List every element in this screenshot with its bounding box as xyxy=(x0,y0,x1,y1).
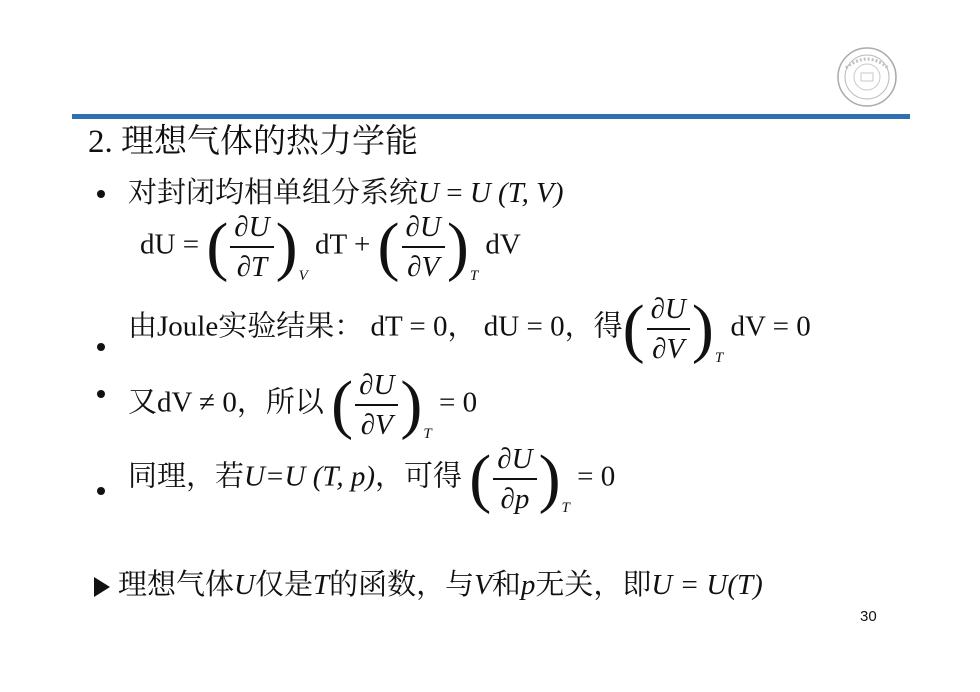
dT-zero: dT = 0， xyxy=(370,310,484,343)
args-T-V: (T, V) xyxy=(490,177,564,209)
dV-zero: dV = 0 xyxy=(723,310,811,343)
bullet-2-text: 由Joule实验结果： xyxy=(128,310,371,343)
var-U: U xyxy=(418,177,439,209)
bullet-3-text: 又 xyxy=(128,386,158,419)
equation-dU: dU = ( $\frac{\partial U}{\partial T}$ )$_V$ dT + ( $\frac{\partial U}{\partial V}$ )$_T$ dV xyxy=(140,208,521,295)
dV-not-zero: dV ≠ 0，所以 xyxy=(157,386,332,419)
partial-U-partial-V: $\frac{\partial U}{\partial V}$ xyxy=(647,290,690,368)
bullet-3: 又dV ≠ 0，所以 ( $\frac{\partial U}{\partial V}$ )$_T = 0$ xyxy=(128,366,477,453)
university-seal-logo xyxy=(836,46,898,108)
partial-U-partial-T: $\frac{\partial U}{\partial T}$ xyxy=(230,208,273,286)
eq-dT: dT + xyxy=(307,228,378,261)
subscript-V: V xyxy=(298,267,308,284)
dU-zero: dU = 0，得 xyxy=(483,310,623,343)
equals-zero: = 0 xyxy=(431,386,478,419)
page-number: 30 xyxy=(860,608,877,625)
subscript-T: T xyxy=(423,425,432,442)
bullet-4-text: 同理，若 xyxy=(128,460,245,493)
partial-U-partial-V: $\frac{\partial U}{\partial V}$ xyxy=(402,208,445,286)
equals-zero: = 0 xyxy=(569,460,616,493)
bullet-marker xyxy=(94,484,108,498)
bullet-2: 由Joule实验结果： dT = 0， dU = 0，得( $\frac{\partial U}{\partial V}$ )$_T$ dV = 0 xyxy=(128,290,811,377)
U-of-T-p: U=U (T, p) xyxy=(244,460,376,493)
equals: = xyxy=(438,177,470,209)
conclusion: 理想气体U仅是T的函数，与V和p无关，即U = U(T) xyxy=(94,566,763,604)
subscript-T: T xyxy=(561,499,570,516)
bullet-4: 同理，若U=U (T, p)，可得 ( $\frac{\partial U}{\partial p}$ )$_T = 0$ xyxy=(128,440,615,527)
bullet-4-rest: ，可得 xyxy=(375,460,470,493)
eq-dV: dV xyxy=(478,228,521,261)
bullet-marker xyxy=(94,387,108,401)
subscript-T: T xyxy=(469,267,479,284)
var-U: U xyxy=(469,177,491,209)
partial-U-partial-p: $\frac{\partial U}{\partial p}$ xyxy=(493,440,536,518)
U-equals-U-of-T: U = U(T) xyxy=(651,569,763,601)
bullet-marker xyxy=(94,340,108,354)
bullet-1 xyxy=(128,174,564,212)
eq-lhs: dU = xyxy=(140,228,207,261)
subscript-T: T xyxy=(714,349,724,366)
bullet-marker xyxy=(94,187,108,201)
partial-U-partial-V: $\frac{\partial U}{\partial V}$ xyxy=(355,366,398,444)
arrow-bullet-icon xyxy=(94,577,110,597)
title-rule xyxy=(72,114,910,119)
slide-title: 2. 理想气体的热力学能 xyxy=(88,124,418,160)
bullet-1-text: 对封闭均相单组分系统 xyxy=(128,177,419,209)
